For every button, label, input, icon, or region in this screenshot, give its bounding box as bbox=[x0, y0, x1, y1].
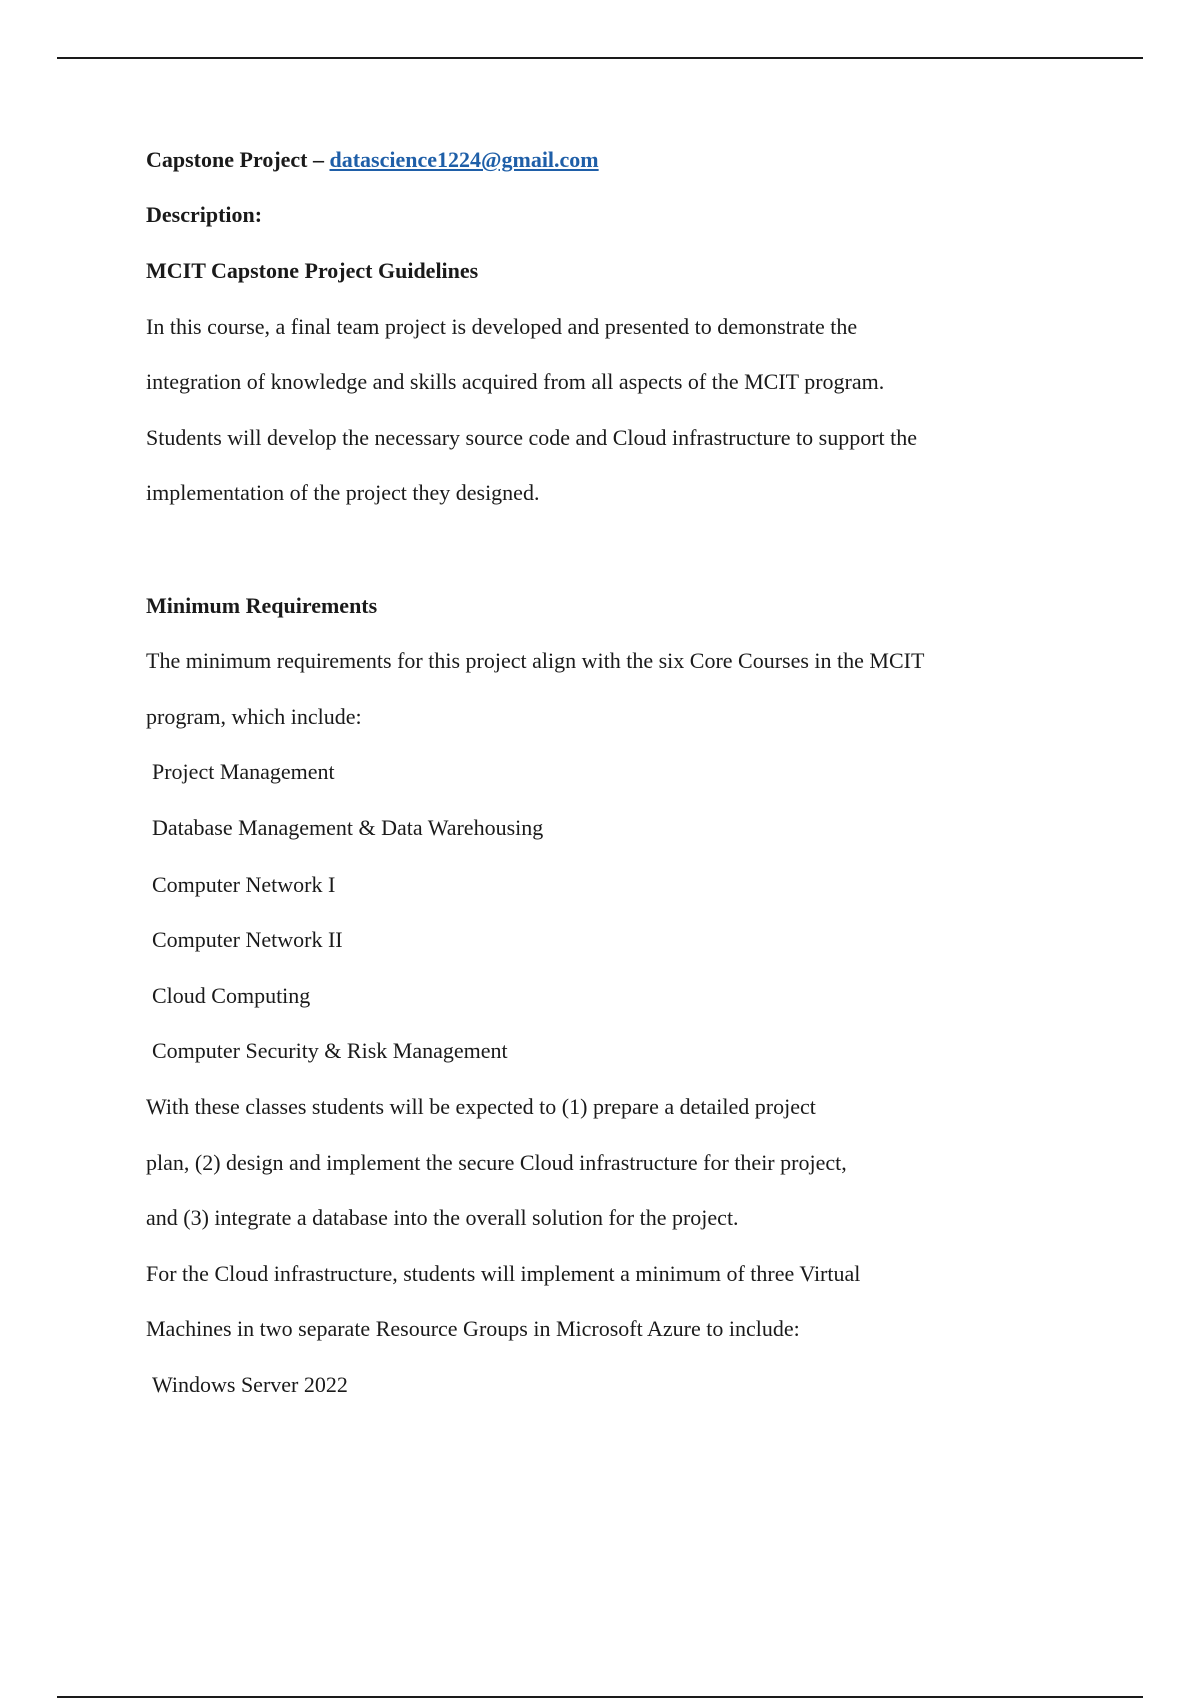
expectation-line: plan, (2) design and implement the secure Cloud infrastructure for their project, bbox=[146, 1150, 847, 1175]
intro-line: integration of knowledge and skills acquired from all aspects of the MCIT program. bbox=[146, 369, 885, 394]
intro-line: In this course, a final team project is developed and presented to demonstrate the bbox=[146, 314, 858, 339]
expectation-line: and (3) integrate a database into the overall solution for the project. bbox=[146, 1205, 739, 1230]
footer-rule bbox=[57, 1696, 1143, 1698]
core-course-item: Computer Network I bbox=[152, 872, 336, 897]
vm-item: Windows Server 2022 bbox=[152, 1372, 348, 1397]
header-rule bbox=[57, 57, 1143, 59]
core-course-item: Database Management & Data Warehousing bbox=[152, 815, 544, 840]
cloud-line: Machines in two separate Resource Groups in Microsoft Azure to include: bbox=[146, 1316, 800, 1341]
core-course-item: Project Management bbox=[152, 759, 335, 784]
description-label: Description: bbox=[146, 202, 263, 227]
core-course-item: Computer Security & Risk Management bbox=[152, 1038, 508, 1063]
expectation-line: With these classes students will be expected to (1) prepare a detailed project bbox=[146, 1094, 816, 1119]
page-title bbox=[146, 146, 599, 174]
core-course-item: Cloud Computing bbox=[152, 983, 311, 1008]
intro-line: implementation of the project they designed. bbox=[146, 480, 540, 505]
requirements-heading: Minimum Requirements bbox=[146, 593, 378, 618]
core-course-item: Computer Network II bbox=[152, 927, 343, 952]
guidelines-heading: MCIT Capstone Project Guidelines bbox=[146, 258, 479, 283]
title-prefix: Capstone Project – bbox=[146, 147, 330, 172]
requirements-intro-line: program, which include: bbox=[146, 704, 362, 729]
cloud-line: For the Cloud infrastructure, students will implement a minimum of three Virtual bbox=[146, 1261, 861, 1286]
requirements-intro-line: The minimum requirements for this project align with the six Core Courses in the MCIT bbox=[146, 648, 925, 673]
intro-line: Students will develop the necessary source code and Cloud infrastructure to support the bbox=[146, 425, 918, 450]
email-link[interactable]: datascience1224@gmail.com bbox=[329, 147, 599, 172]
